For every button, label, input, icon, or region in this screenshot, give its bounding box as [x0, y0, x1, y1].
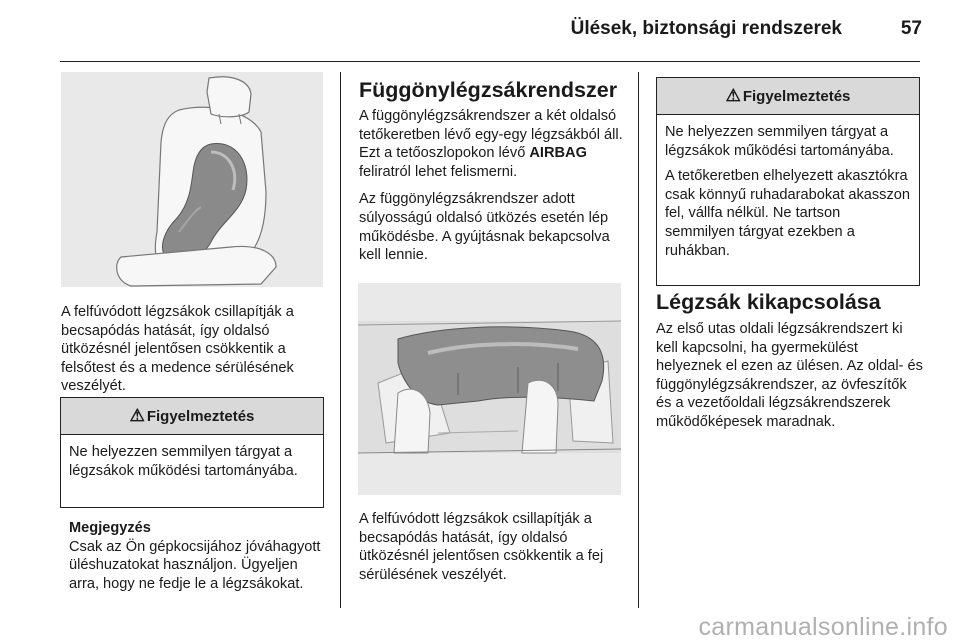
- seat-airbag-figure: [61, 72, 323, 287]
- middle-caption: A felfúvódott légzsákok csillapítják a becsapódás hatását, így oldalsó ütközésnél jelentősen csökkentik a fej sérülésének veszélyét.: [359, 511, 604, 583]
- middle-text: [359, 107, 629, 265]
- left-warning-header: [61, 398, 323, 435]
- right-warning-box: [656, 77, 920, 286]
- watermark: carmanualsonline.info: [698, 613, 948, 641]
- right-warning-para-2: A tetőkeretben elhelyezett akasztókra csak könnyű ruhadarabokat akasszon fel, vállfa nélkül. Ne tartson semmilyen tárgyat ezekben a ruhákban.: [665, 168, 911, 259]
- left-warning-body: [61, 435, 323, 486]
- right-warning-title: Figyelmeztetés: [742, 88, 851, 105]
- warning-triangle-icon: ⚠: [129, 406, 145, 425]
- left-warning-text: Ne helyezzen semmilyen tárgyat a légzsákok működési tartományába.: [69, 444, 298, 479]
- right-warning-header: [657, 78, 919, 115]
- note-text: Csak az Ön gépkocsijához jóváhagyott üléshuzatokat használjon. Ügyeljen arra, hogy ne fedje le a légzsákokat.: [69, 538, 321, 592]
- left-note: [69, 519, 327, 593]
- warning-triangle-icon: ⚠: [725, 86, 741, 105]
- note-title: Megjegyzés: [69, 520, 151, 536]
- right-paragraph: Az első utas oldali légzsákrendszert ki kell kapcsolni, ha gyermekülést helyeznek el ezen az ülésen. Az oldal- és függönylégzsákrendszer, az övfeszítők és a vezetőoldali légzsákrendszerek működőképesek maradnak.: [656, 321, 923, 430]
- airbag-deactivation-heading: Légzsák kikapcsolása: [656, 290, 881, 314]
- left-paragraph: A felfúvódott légzsákok csillapítják a becsapódás hatását, így oldalsó ütközésnél jelentősen csökkentik a felsőtest és a medence sérülésének veszélyét.: [61, 304, 294, 395]
- left-warning-box: [60, 397, 324, 508]
- page-number: 57: [900, 18, 922, 39]
- curtain-airbag-illustration: [358, 283, 621, 495]
- airbag-label: AIRBAG: [529, 145, 587, 162]
- column-divider-2: [638, 72, 639, 608]
- seat-side-airbag-illustration: [61, 72, 323, 287]
- left-warning-title: Figyelmeztetés: [146, 408, 255, 425]
- header-rule: [60, 61, 920, 62]
- curtain-airbag-figure: [358, 283, 621, 495]
- middle-paragraph-1: A függönylégzsákrendszer a két oldalsó tetőkeretben lévő egy-egy légzsákból áll. Ezt a tetőoszlopokon lévő AIRBAG feliratról lehet felismerni.: [359, 108, 623, 180]
- right-warning-body: [657, 115, 919, 266]
- curtain-airbag-heading: Függönylégzsákrendszer: [359, 78, 618, 102]
- page-header-title: Ülések, biztonsági rendszerek: [570, 18, 842, 39]
- right-warning-para-1: Ne helyezzen semmilyen tárgyat a légzsákok működési tartományába.: [665, 124, 894, 159]
- column-divider-1: [340, 72, 341, 608]
- middle-paragraph-2: Az függönylégzsákrendszer adott súlyosságú oldalsó ütközés esetén lép működésbe. A gyújtásnak bekapcsolva kell lennie.: [359, 191, 610, 264]
